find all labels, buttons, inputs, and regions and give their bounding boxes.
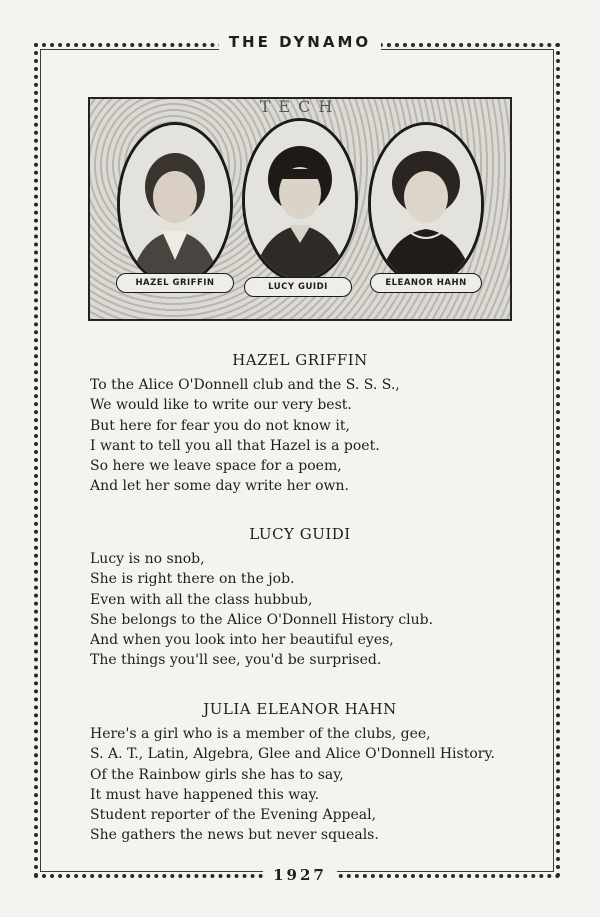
footer-year: 1927 — [263, 866, 337, 884]
verse-line: I want to tell you all that Hazel is a poet. — [90, 437, 380, 454]
section-title: JULIA ELEANOR HAHN — [203, 700, 397, 718]
page-header — [0, 33, 600, 51]
caption-ribbon: ELEANOR HAHN — [370, 273, 482, 293]
panel-word: TECH — [259, 97, 341, 116]
verse-line: The things you'll see, you'd be surprised. — [90, 652, 382, 669]
header-title: THE DYNAMO — [219, 33, 381, 51]
verse-line: So here we leave space for a poem, — [90, 458, 342, 475]
verse-block — [90, 549, 530, 671]
verse-line: It must have happened this way. — [90, 786, 320, 803]
section-title: LUCY GUIDI — [249, 525, 351, 543]
verse-block — [90, 375, 530, 497]
verse-line: Student reporter of the Evening Appeal, — [90, 807, 377, 824]
portrait-photo — [120, 125, 230, 283]
caption-ribbon: HAZEL GRIFFIN — [116, 273, 234, 293]
verse-line: She is right there on the job. — [90, 571, 295, 588]
page-footer — [0, 866, 600, 884]
caption-ribbon: LUCY GUIDI — [244, 277, 352, 297]
verse-line: Lucy is no snob, — [90, 551, 205, 567]
portrait-lucy-guidi — [242, 118, 358, 282]
verse-line: And when you look into her beautiful eyes, — [90, 632, 394, 649]
section-title: HAZEL GRIFFIN — [232, 351, 368, 369]
portrait-hazel-griffin — [117, 122, 233, 286]
verse-line: Even with all the class hubbub, — [90, 591, 313, 608]
verse-line: S. A. T., Latin, Algebra, Glee and Alice O'Donnell History. — [90, 746, 495, 763]
portrait-eleanor-hahn — [368, 122, 484, 286]
verse-block — [90, 724, 530, 846]
verse-line: Of the Rainbow girls she has to say, — [90, 766, 344, 783]
portrait-photo — [371, 125, 481, 283]
verse-line: But here for fear you do not know it, — [90, 417, 350, 434]
verse-line: To the Alice O'Donnell club and the S. S. S., — [90, 377, 400, 393]
portrait-photo — [245, 121, 355, 279]
verse-line: And let her some day write her own. — [90, 478, 349, 495]
verse-line: She belongs to the Alice O'Donnell History club. — [90, 611, 434, 628]
verse-line: We would like to write our very best. — [90, 397, 352, 414]
verse-line: She gathers the news but never squeals. — [90, 827, 379, 844]
verse-line: Here's a girl who is a member of the clubs, gee, — [90, 726, 431, 742]
